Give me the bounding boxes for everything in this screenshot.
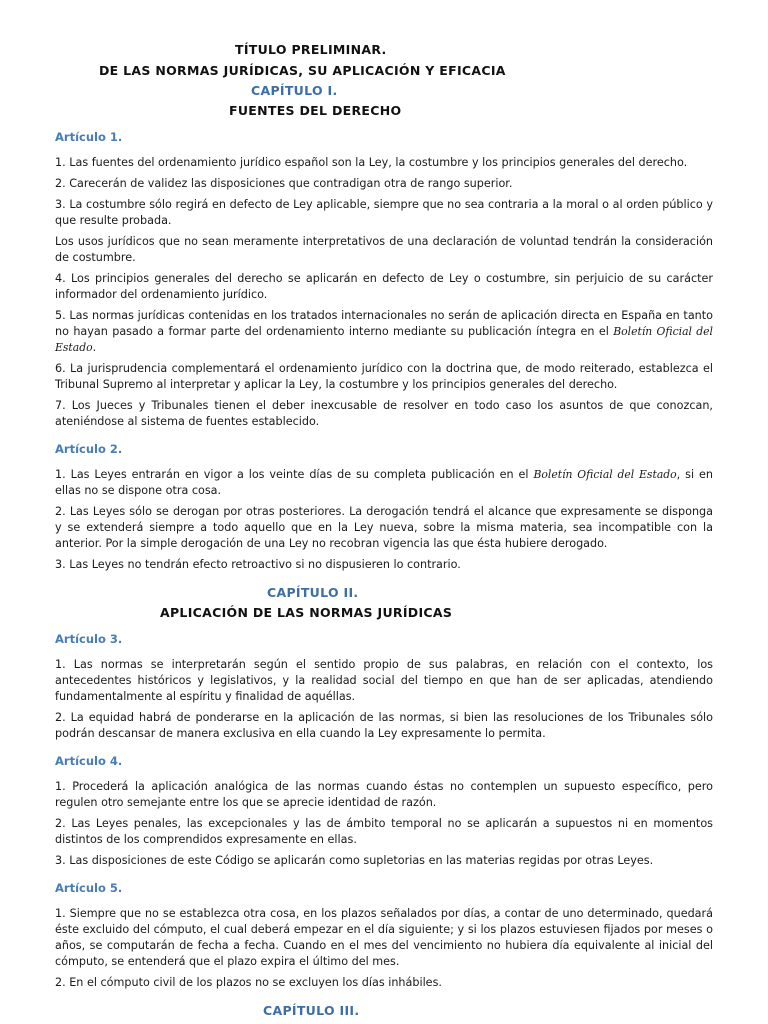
text-run: 5. Las normas jurídicas contenidas en los tratados internacionales no serán de aplicación directa en España en tanto no hayan pasado a formar parte del ordenamiento interno mediante su publicación íntegra en el bbox=[55, 309, 713, 338]
boe-italic: Boletín Oficial del Estado bbox=[55, 325, 713, 354]
title-subheading: DE LAS NORMAS JURÍDICAS, SU APLICACIÓN Y EFICACIA bbox=[99, 63, 506, 78]
article-1-para-7: 6. La jurisprudencia complementará el ordenamiento jurídico con la doctrina que, de modo reiterado, establezca el Tribunal Supremo al interpretar y aplicar la Ley, la costumbre y los principios generales del derecho. bbox=[55, 362, 713, 391]
text-run: . bbox=[92, 341, 97, 354]
article-2-para-2: 2. Las Leyes sólo se derogan por otras posteriores. La derogación tendrá el alcance que expresamente se disponga y se extenderá siempre a todo aquello que en la Ley nueva, sobre la misma materia, sea incompatible con la anterior. Por la simple derogación de una Ley no recobran vigencia las que ésta hubiere derogado. bbox=[55, 505, 713, 550]
article-1-para-8: 7. Los Jueces y Tribunales tienen el deber inexcusable de resolver en todo caso los asuntos de que conozcan, ateniéndose al sistema de fuentes establecido. bbox=[55, 399, 713, 428]
chapter-2-title: APLICACIÓN DE LAS NORMAS JURÍDICAS bbox=[160, 605, 453, 620]
article-2-label: Artículo 2. bbox=[55, 442, 123, 456]
chapter-1-label: CAPÍTULO I. bbox=[251, 83, 338, 98]
text-run: , si en ellas no se dispone otra cosa. bbox=[55, 468, 713, 497]
chapter-1-title: FUENTES DEL DERECHO bbox=[229, 103, 402, 118]
article-2-para-3: 3. Las Leyes no tendrán efecto retroactivo si no dispusieren lo contrario. bbox=[55, 558, 461, 571]
chapter-2-label: CAPÍTULO II. bbox=[267, 585, 359, 600]
article-4-label: Artículo 4. bbox=[55, 754, 123, 768]
article-4-para-1: 1. Procederá la aplicación analógica de las normas cuando éstas no contemplen un supuesto específico, pero regulen otro semejante entre los que se aprecie identidad de razón. bbox=[55, 780, 713, 809]
article-1-para-4: Los usos jurídicos que no sean meramente interpretativos de una declaración de voluntad tendrán la consideración de costumbre. bbox=[55, 235, 713, 264]
article-5-para-2: 2. En el cómputo civil de los plazos no se excluyen los días inhábiles. bbox=[55, 976, 442, 989]
article-1-para-6 bbox=[55, 308, 713, 356]
article-1-label: Artículo 1. bbox=[55, 130, 123, 144]
article-3-para-2: 2. La equidad habrá de ponderarse en la aplicación de las normas, si bien las resoluciones de los Tribunales sólo podrán descansar de manera exclusiva en ella cuando la Ley expresamente lo permita. bbox=[55, 711, 713, 740]
article-1-para-3: 3. La costumbre sólo regirá en defecto de Ley aplicable, siempre que no sea contraria a la moral o al orden público y que resulte probada. bbox=[55, 198, 713, 227]
boe-italic: Boletín Oficial del Estado bbox=[533, 468, 677, 481]
title-preliminar: TÍTULO PRELIMINAR. bbox=[235, 42, 387, 57]
article-3-para-1: 1. Las normas se interpretarán según el sentido propio de sus palabras, en relación con el contexto, los antecedentes históricos y legislativos, y la realidad social del tiempo en que han de ser aplicadas, atendiendo fundamentalmente al espíritu y finalidad de aquéllas. bbox=[55, 658, 713, 703]
article-5-para-1: 1. Siempre que no se establezca otra cosa, en los plazos señalados por días, a contar de uno determinado, quedará éste excluido del cómputo, el cual deberá empezar en el día siguiente; y si los plazos estuviesen fijados por meses o años, se computarán de fecha a fecha. Cuando en el mes del vencimiento no hubiera día equivalente al inicial del cómputo, se entenderá que el plazo expira el último del mes. bbox=[55, 907, 713, 968]
article-2-para-1 bbox=[55, 467, 713, 499]
document-page bbox=[55, 42, 713, 1018]
article-1-para-2: 2. Carecerán de validez las disposiciones que contradigan otra de rango superior. bbox=[55, 177, 513, 190]
text-run: 1. Las Leyes entrarán en vigor a los veinte días de su completa publicación en el bbox=[55, 468, 534, 481]
article-3-label: Artículo 3. bbox=[55, 632, 123, 646]
article-5-label: Artículo 5. bbox=[55, 881, 123, 895]
article-1-para-5: 4. Los principios generales del derecho se aplicarán en defecto de Ley o costumbre, sin perjuicio de su carácter informador del ordenamiento jurídico. bbox=[55, 272, 713, 301]
article-4-para-2: 2. Las Leyes penales, las excepcionales y las de ámbito temporal no se aplicarán a supuestos ni en momentos distintos de los comprendidos expresamente en ellas. bbox=[55, 817, 713, 846]
article-4-para-3: 3. Las disposiciones de este Código se aplicarán como supletorias en las materias regidas por otras Leyes. bbox=[55, 854, 654, 867]
article-1-para-1: 1. Las fuentes del ordenamiento jurídico español son la Ley, la costumbre y los principios generales del derecho. bbox=[55, 156, 688, 169]
chapter-3-label: CAPÍTULO III. bbox=[263, 1003, 360, 1018]
